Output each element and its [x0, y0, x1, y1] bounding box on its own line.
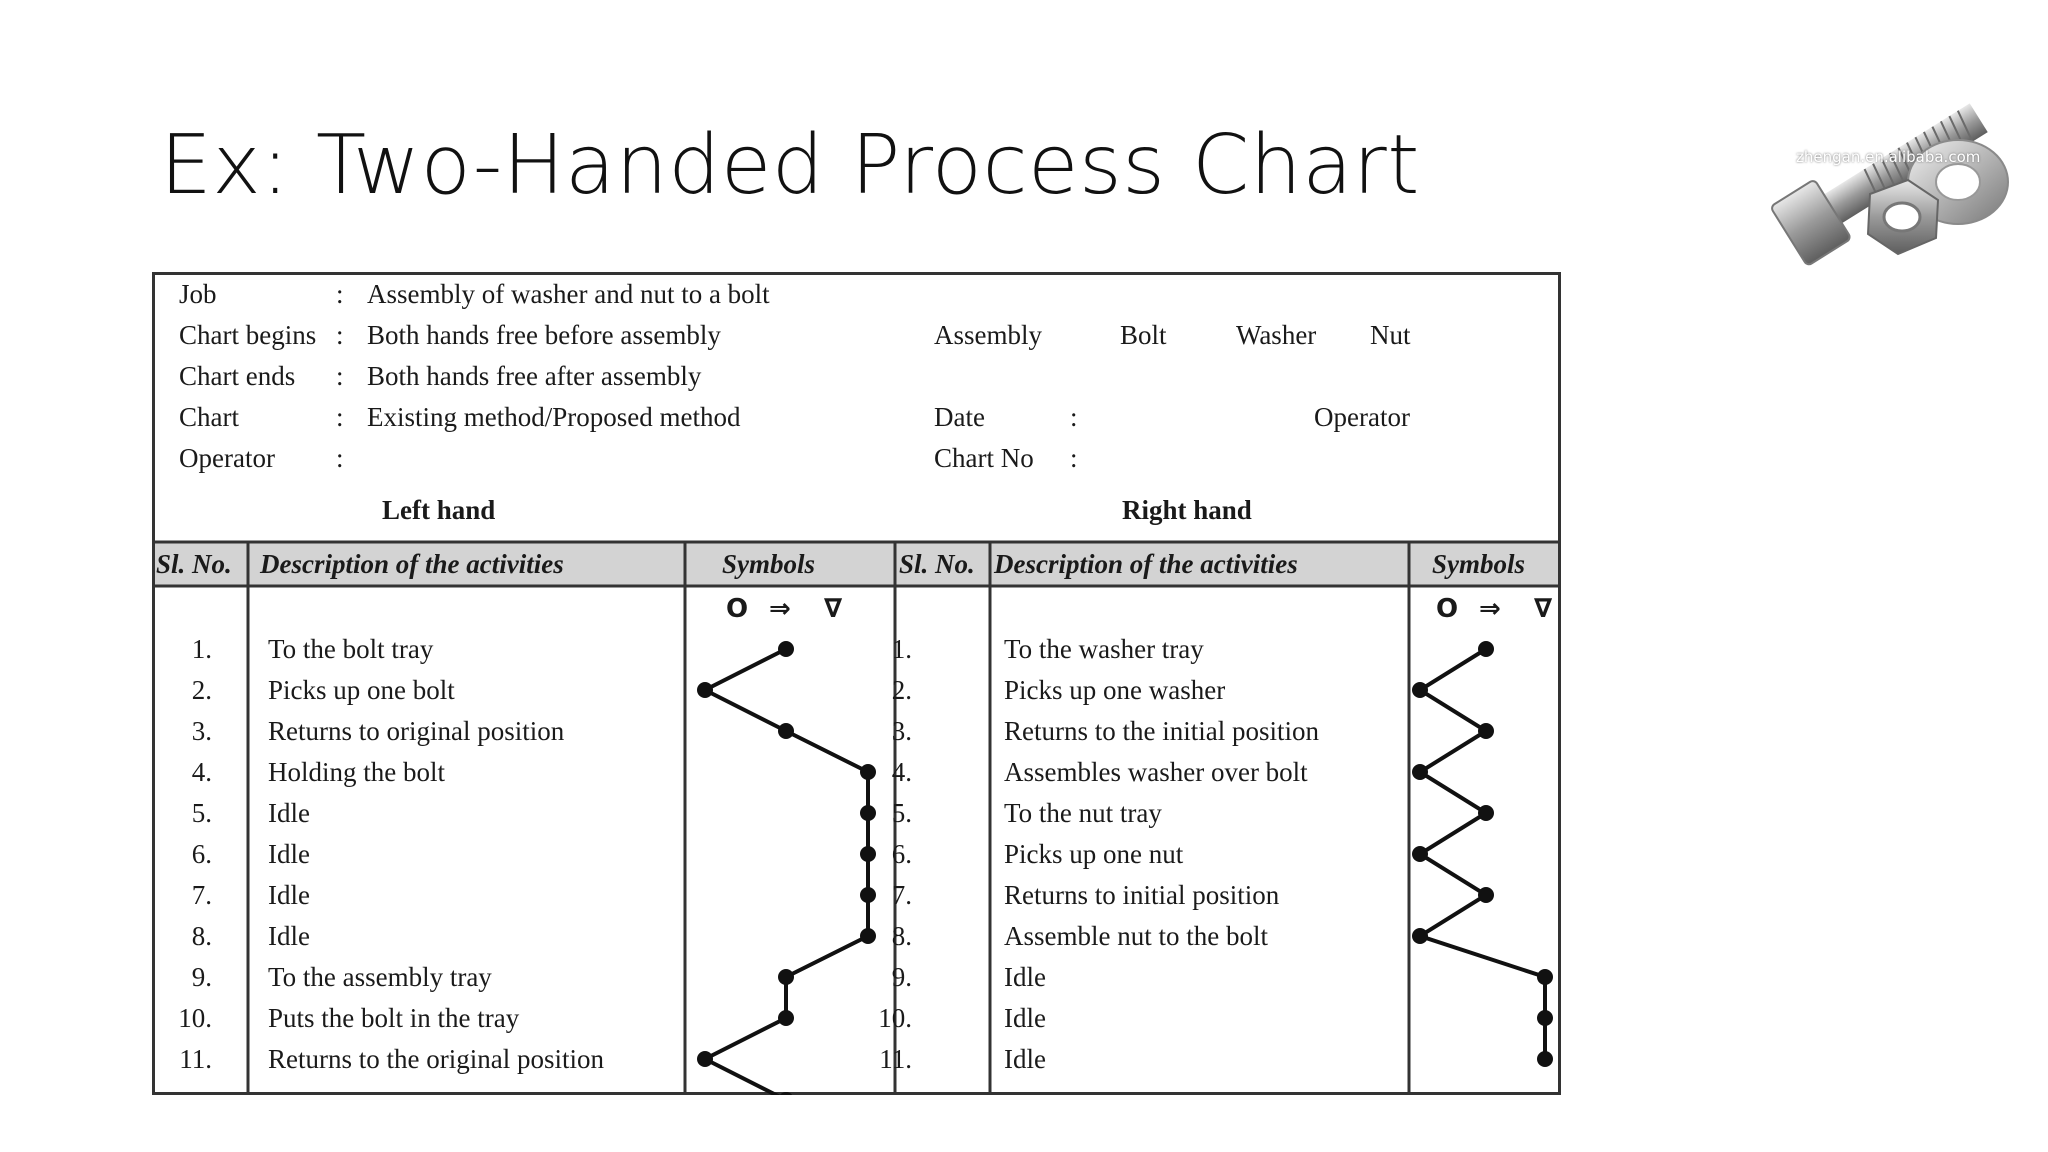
right-operation-symbol-icon: O	[1436, 594, 1459, 624]
left-sl-no-header: Sl. No.	[156, 549, 232, 579]
operator-colon: :	[336, 443, 344, 473]
assembly-label: Assembly	[934, 320, 1042, 350]
right-hand-connector-line	[1420, 649, 1545, 1059]
right_rows-row-number: 5.	[891, 798, 912, 828]
right_rows-row-description: Idle	[1004, 962, 1046, 992]
right_rows-row-number: 1.	[891, 634, 912, 664]
chart-method-label: Chart	[179, 402, 239, 432]
left_rows-row-description: Idle	[268, 839, 310, 869]
nut-label: Nut	[1370, 320, 1411, 350]
right-hand-symbol-point	[1537, 1051, 1553, 1067]
left_rows-row-description: Holding the bolt	[268, 757, 445, 787]
left_rows-row-description: Idle	[268, 798, 310, 828]
right-hand-heading: Right hand	[1122, 495, 1252, 525]
right-hand-symbol-point	[1537, 969, 1553, 985]
right_rows-row-number: 2.	[891, 675, 912, 705]
right_rows-row-description: Idle	[1004, 1003, 1046, 1033]
right-sl-no-header: Sl. No.	[899, 549, 975, 579]
left-operation-symbol-icon: O	[726, 594, 749, 624]
left_rows-row-number: 2.	[191, 675, 212, 705]
chart-no-colon: :	[1070, 443, 1078, 473]
right-hand-symbol-point	[1412, 846, 1428, 862]
left-delay-symbol-icon: ∇	[824, 594, 843, 624]
left-symbols-header: Symbols	[722, 549, 816, 579]
chart-begins-label: Chart begins	[179, 320, 317, 350]
right-description-header: Description of the activities	[994, 549, 1298, 579]
left-hand-symbol-point	[778, 641, 794, 657]
left-hand-symbol-point	[778, 723, 794, 739]
right_rows-row-description: To the nut tray	[1004, 798, 1162, 828]
left-description-header: Description of the activities	[260, 549, 564, 579]
bolt-nut-washer-graphic	[1760, 62, 2020, 272]
left-transport-symbol-icon: ⇒	[769, 594, 791, 624]
chart-ends-value: Both hands free after assembly	[367, 361, 702, 391]
left-hand-symbol-path	[697, 641, 876, 1095]
right-hand-symbol-point	[1478, 641, 1494, 657]
right_rows-row-number: 6.	[891, 839, 912, 869]
right-symbols-header: Symbols	[1432, 549, 1526, 579]
left_rows-row-description: To the assembly tray	[268, 962, 492, 992]
job-colon: :	[336, 279, 344, 309]
right_rows-row-number: 7.	[891, 880, 912, 910]
chart-method-colon: :	[336, 402, 344, 432]
left_rows-row-description: To the bolt tray	[268, 634, 434, 664]
chart-method-value: Existing method/Proposed method	[367, 402, 741, 432]
left_rows-row-description: Picks up one bolt	[268, 675, 455, 705]
left_rows-row-description: Returns to original position	[268, 716, 565, 746]
right-hand-symbol-point	[1537, 1010, 1553, 1026]
logo-watermark: zhengan.en.alibaba.com	[1796, 148, 1981, 166]
right_rows-row-description: To the washer tray	[1004, 634, 1204, 664]
left_rows-row-number: 4.	[191, 757, 212, 787]
job-value: Assembly of washer and nut to a bolt	[367, 279, 770, 309]
left_rows-row-number: 3.	[191, 716, 212, 746]
right-hand-symbol-point	[1412, 928, 1428, 944]
left-hand-heading: Left hand	[382, 495, 496, 525]
right-hand-symbol-point	[1478, 805, 1494, 821]
operator-label: Operator	[179, 443, 275, 473]
right_rows-row-description: Returns to the initial position	[1004, 716, 1319, 746]
left_rows-row-number: 9.	[191, 962, 212, 992]
date-label: Date	[934, 402, 985, 432]
date-colon: :	[1070, 402, 1078, 432]
left_rows-row-description: Returns to the original position	[268, 1044, 604, 1074]
left-hand-symbol-point	[697, 682, 713, 698]
left_rows-row-description: Idle	[268, 921, 310, 951]
right_rows-row-number: 11.	[879, 1044, 912, 1074]
right_rows-row-number: 3.	[891, 716, 912, 746]
bolt-label: Bolt	[1120, 320, 1167, 350]
washer-label: Washer	[1236, 320, 1317, 350]
left_rows-row-number: 1.	[191, 634, 212, 664]
chart-begins-value: Both hands free before assembly	[367, 320, 721, 350]
left_rows-row-number: 6.	[191, 839, 212, 869]
left_rows-row-description: Puts the bolt in the tray	[268, 1003, 520, 1033]
right-hand-symbol-path	[1412, 641, 1553, 1067]
right_rows-row-description: Assemble nut to the bolt	[1004, 921, 1268, 951]
right_rows-row-description: Assembles washer over bolt	[1004, 757, 1308, 787]
right_rows-row-number: 8.	[891, 921, 912, 951]
left-hand-symbol-point	[697, 1051, 713, 1067]
left-hand-connector-line	[705, 649, 868, 1095]
chart-ends-colon: :	[336, 361, 344, 391]
chart-ends-label: Chart ends	[179, 361, 296, 391]
right_rows-row-description: Idle	[1004, 1044, 1046, 1074]
two-handed-process-chart	[152, 272, 1561, 1095]
right_rows-row-description: Returns to initial position	[1004, 880, 1280, 910]
left_rows-row-number: 7.	[191, 880, 212, 910]
left_rows-row-number: 10.	[178, 1003, 212, 1033]
right-hand-symbol-point	[1478, 723, 1494, 739]
right_rows-row-description: Picks up one nut	[1004, 839, 1184, 869]
chart-begins-colon: :	[336, 320, 344, 350]
right-hand-symbol-point	[1412, 682, 1428, 698]
operator-right-label: Operator	[1314, 402, 1410, 432]
left-hand-symbol-point	[778, 1010, 794, 1026]
right-hand-symbol-point	[1478, 887, 1494, 903]
slide-title: Ex: Two-Handed Process Chart	[160, 118, 1420, 213]
left_rows-row-number: 8.	[191, 921, 212, 951]
right-delay-symbol-icon: ∇	[1534, 594, 1553, 624]
job-label: Job	[179, 279, 217, 309]
chart-no-label: Chart No	[934, 443, 1034, 473]
right_rows-row-number: 10.	[878, 1003, 912, 1033]
right_rows-row-number: 4.	[891, 757, 912, 787]
left_rows-row-number: 5.	[191, 798, 212, 828]
left-hand-symbol-point	[778, 969, 794, 985]
left_rows-row-description: Idle	[268, 880, 310, 910]
right_rows-row-number: 9.	[891, 962, 912, 992]
bolt-nut-washer-icon	[1760, 62, 2020, 272]
right_rows-row-description: Picks up one washer	[1004, 675, 1226, 705]
right-transport-symbol-icon: ⇒	[1479, 594, 1501, 624]
left_rows-row-number: 11.	[179, 1044, 212, 1074]
right-hand-symbol-point	[1412, 764, 1428, 780]
